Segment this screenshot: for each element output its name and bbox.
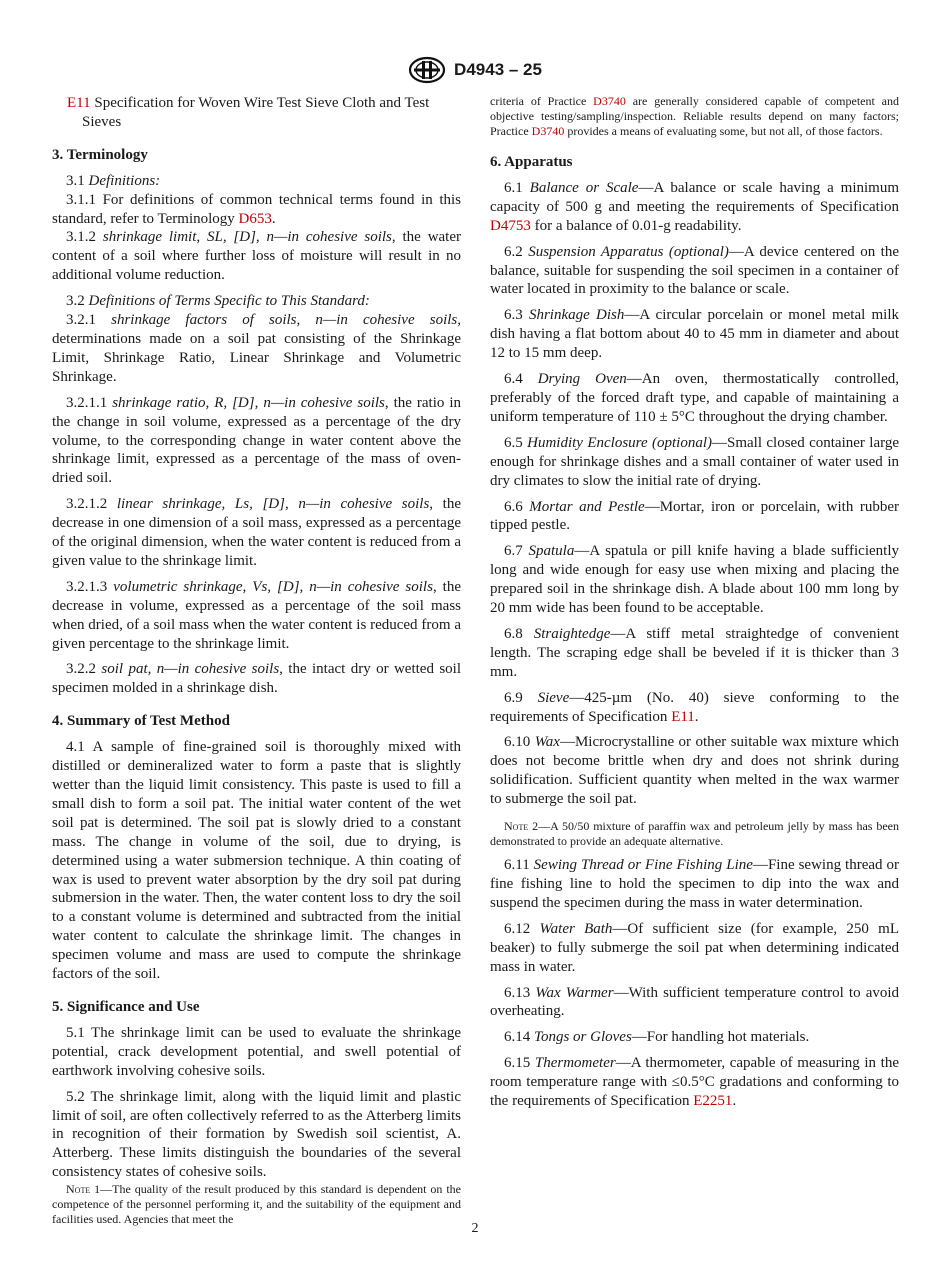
paragraph: 5.2 The shrinkage limit, along with the liquid limit and plastic limit of soil, are often collectively referred to as the Atterberg limits in recognition of their formation by Swedish soil scientist, A. Atterberg. These limits distinguish the boundaries of the several consistency states of cohesive soils. <box>52 1088 461 1181</box>
page-header <box>0 56 950 84</box>
paragraph: 6.11 Sewing Thread or Fine Fishing Line—Fine sewing thread or fine fishing line to hold the specimen to dip into the wax and suspend the specimen during the mass in water determination. <box>490 857 899 911</box>
standard-designation: D4943 – 25 <box>454 60 542 79</box>
reference-link[interactable]: E2251 <box>693 1093 733 1110</box>
note: Note 2—A 50/50 mixture of paraffin wax and petroleum jelly by mass has been demonstrated to provide an adequate alternative. <box>490 819 899 849</box>
paragraph: 6.7 Spatula—A spatula or pill knife having a blade sufficiently long and wide enough for easy use when mixing and placing the prepared soil in the shrinkage dish. A blade about 100 mm long by 20 mm wide has been found to be acceptable. <box>490 543 899 617</box>
paragraph: 3.2.2 soil pat, n—in cohesive soils, the intact dry or wetted soil specimen molded in a shrinkage dish. <box>52 661 462 697</box>
paragraph: 6.9 Sieve—425-µm (No. 40) sieve conforming to the requirements of Specification E11. <box>490 689 899 725</box>
paragraph: 6.6 Mortar and Pestle—Mortar, iron or porcelain, with rubber tipped pestle. <box>490 498 899 534</box>
section-heading: 3. Terminology <box>52 146 148 163</box>
reference-link[interactable]: E11 <box>67 95 91 111</box>
paragraph: 3.2 Definitions of Terms Specific to This Standard: <box>66 293 370 310</box>
paragraph: 4.1 A sample of fine-grained soil is thoroughly mixed with distilled or demineralized water to form a paste that is slightly wetter than the liquid limit consistency. This paste is used to fill a small dish to form a soil pat. The initial water content of the wet soil pat is determined. The soil pat is slowly dried to a constant mass. The change in volume of the soil, due to drying, is determined using a water submersion technique. A thin coating of wax is used to prevent water absorption by the dry soil pat during submersion in the water. Then, the water content loss to dry the soil to a constant volume is determined and subtracted from the initial water content to calculate the shrinkage limit. The changes in specimen volume and mass are used to compute the shrinkage factors of the soil. <box>52 739 461 983</box>
paragraph: 6.10 Wax—Microcrystalline or other suitable wax mixture which does not become brittle when dry and does not shrink during solidification. Sufficient quantity when melted in the wax warmer to submerge the soil pat. <box>490 734 899 808</box>
note-continuation: criteria of Practice D3740 are generally considered capable of competent and objective testing/sampling/inspection. Reliable results depend on many factors; Practice D3740 provides a means of evaluating some, but not all, of those factors. <box>490 94 899 138</box>
paragraph: 3.1.1 For definitions of common technical terms found in this standard, refer to Terminology D653. <box>52 191 461 227</box>
paragraph: 6.2 Suspension Apparatus (optional)—A device centered on the balance, suitable for suspending the soil specimen in a container of water located in proximity to the balance or scale. <box>490 243 899 298</box>
left-column <box>52 94 461 1227</box>
paragraph: 6.15 Thermometer—A thermometer, capable of measuring in the room temperature range with ≤0.5°C gradations and conforming to the requirements of Specification E2251. <box>490 1055 899 1110</box>
paragraph: 6.12 Water Bath—Of sufficient size (for example, 250 mL beaker) to fully submerge the soil pat when determining indicated mass in water. <box>490 920 899 975</box>
right-column <box>490 94 899 1111</box>
paragraph: 6.4 Drying Oven—An oven, thermostatically controlled, preferably of the forced draft type, and capable of maintaining a uniform temperature of 110 ± 5°C throughout the drying chamber. <box>490 371 899 425</box>
paragraph: 6.3 Shrinkage Dish—A circular porcelain or monel metal milk dish having a flat bottom about 40 to 45 mm in diameter and about 12 to 15 mm deep. <box>490 307 900 362</box>
reference-link[interactable]: E11 <box>671 708 695 725</box>
note: Note 1—The quality of the result produced by this standard is dependent on the competence of the personnel performing it, and the suitability of the equipment and facilities used. Agencies that meet the <box>52 1182 462 1227</box>
astm-logo-icon <box>408 56 446 84</box>
section-heading: 6. Apparatus <box>490 154 573 170</box>
paragraph: 3.2.1 shrinkage factors of soils, n—in cohesive soils, determinations made on a soil pat consisting of the Shrinkage Limit, Shrinkage Ratio, Linear Shrinkage and Volumetric Shrinkage. <box>52 312 462 385</box>
paragraph: 6.8 Straightedge—A stiff metal straightedge of convenient length. The scraping edge shall be beveled if it is thicker than 3 mm. <box>490 625 900 680</box>
paragraph: 3.1 Definitions: <box>66 172 161 189</box>
paragraph: 3.1.2 shrinkage limit, SL, [D], n—in cohesive soils, the water content of a soil where further loss of moisture will result in no additional volume reduction. <box>52 229 462 284</box>
page-number: 2 <box>471 1221 479 1236</box>
section-heading: 4. Summary of Test Method <box>52 713 230 730</box>
paragraph: 5.1 The shrinkage limit can be used to evaluate the shrinkage potential, crack development potential, and swell potential of earthwork involving cohesive soils. <box>52 1024 461 1079</box>
paragraph: 6.5 Humidity Enclosure (optional)—Small closed container large enough for shrinkage dishes and a small container of water used in dry climates to slow the initial rate of drying. <box>490 434 899 489</box>
reference-title: Specification for Woven Wire Test Sieve Cloth and Test Sieves <box>82 95 430 130</box>
paragraph: 3.2.1.2 linear shrinkage, Ls, [D], n—in cohesive soils, the decrease in one dimension of a soil mass, expressed as a percentage of the original dimension, when the water content is reduced from a given value to the shrinkage limit. <box>52 496 462 569</box>
paragraph: 6.13 Wax Warmer—With sufficient temperature control to avoid overheating. <box>490 984 900 1020</box>
reference-e11 <box>52 94 461 132</box>
paragraph: 3.2.1.3 volumetric shrinkage, Vs, [D], n—in cohesive soils, the decrease in volume, expressed as a percentage of the soil mass when dried, of a soil mass when the water content is reduced from a given percentage to the shrinkage limit. <box>52 578 462 652</box>
paragraph: 6.14 Tongs or Gloves—For handling hot materials. <box>504 1029 810 1046</box>
reference-link[interactable]: D653 <box>238 210 272 227</box>
reference-link[interactable]: D3740 <box>593 94 626 108</box>
paragraph: 3.2.1.1 shrinkage ratio, R, [D], n—in cohesive soils, the ratio in the change in soil volume, expressed as a percentage of the dry volume, to the corresponding change in water content above the shrinkage limit, expressed as a percentage of the mass of oven-dried soil. <box>52 394 462 487</box>
paragraph: 6.1 Balance or Scale—A balance or scale having a minimum capacity of 500 g and meeting the requirements of Specification D4753 for a balance of 0.01-g readability. <box>490 179 900 234</box>
section-heading: 5. Significance and Use <box>52 998 200 1015</box>
reference-link[interactable]: D4753 <box>490 217 531 234</box>
reference-link[interactable]: D3740 <box>531 124 565 138</box>
